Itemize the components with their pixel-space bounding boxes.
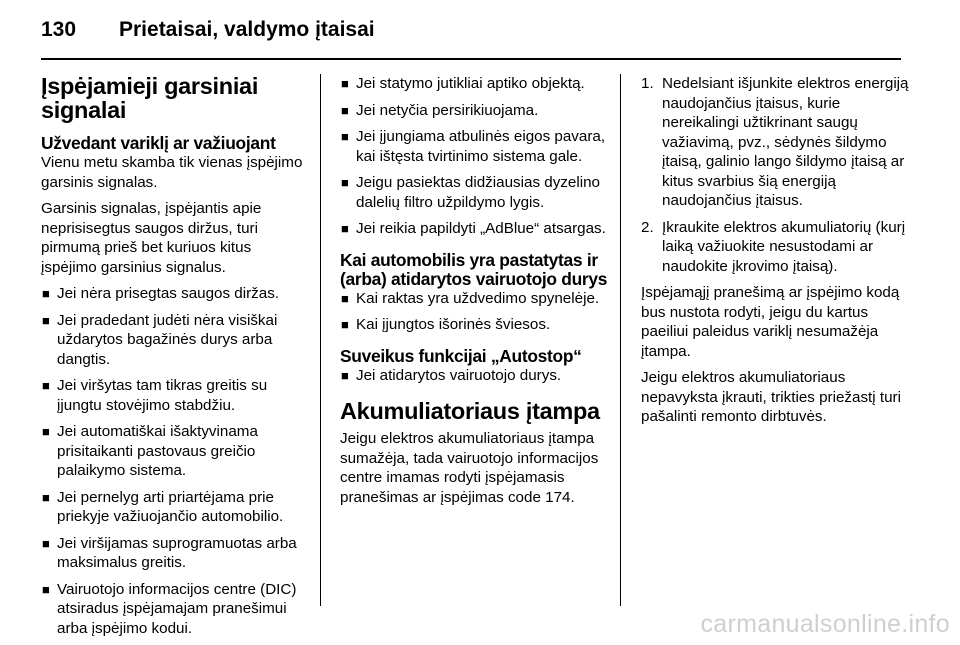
list-item: 1. Nedelsiant išjunkite elektros energiją naudojančius įtaisus, kurie nereikalingi užtikrinant saugų važiavimą, pvz., sėdynės šildymo įtaisą, galinio lango šildymo įtaisą ar kitus svarbius šią energiją naudojančius įtaisus. bbox=[641, 75, 909, 209]
list-item: ■ Jei reikia papildyti „AdBlue“ atsargas. bbox=[341, 220, 606, 237]
paragraph: Vienu metu skamba tik vienas įspėjimo garsinis signalas. bbox=[41, 154, 303, 191]
step-number: 2. bbox=[641, 218, 654, 236]
bullet-icon: ■ bbox=[341, 221, 349, 236]
column-divider-2 bbox=[620, 74, 621, 606]
column-divider-1 bbox=[320, 74, 321, 606]
running-title: Prietaisai, valdymo įtaisai bbox=[119, 18, 375, 41]
list-item: ■ Kai raktas yra uždvedimo spynelėje. bbox=[341, 289, 600, 307]
bullet-icon: ■ bbox=[42, 312, 50, 328]
column-1 bbox=[41, 74, 309, 645]
bullet-icon: ■ bbox=[42, 581, 50, 597]
watermark: carmanualsonline.info bbox=[700, 610, 950, 638]
list-item: ■ Vairuotojo informacijos centre (DIC) atsiradus įspėjamajam pranešimui arba įspėjimo kodui. bbox=[42, 580, 297, 637]
list-item: ■ Jei atidarytos vairuotojo durys. bbox=[341, 366, 562, 384]
list-item: ■ Jei įjungiama atbulinės eigos pavara, kai ištęsta tvirtinimo sistema gale. bbox=[341, 128, 606, 165]
bullet-icon: ■ bbox=[341, 367, 349, 383]
column-2 bbox=[340, 74, 610, 514]
list-item: ■ Jei viršytas tam tikras greitis su įjungtu stovėjimo stabdžiu. bbox=[42, 377, 268, 414]
bullet-icon: ■ bbox=[341, 175, 349, 190]
list-item: ■ Jei pernelyg arti priartėjama prie priekyje važiuojančio automobilio. bbox=[42, 488, 284, 525]
bullet-icon: ■ bbox=[341, 129, 349, 144]
list-item: ■ Jei statymo jutikliai aptiko objektą. bbox=[341, 75, 585, 92]
subheading-autostop: Suveikus funkcijai „Autostop“ bbox=[340, 345, 582, 366]
bullet-icon: ■ bbox=[341, 102, 349, 118]
bullet-list bbox=[340, 366, 610, 386]
bullet-icon: ■ bbox=[341, 76, 349, 91]
section-heading-warning-chimes: Įspėjamieji garsiniai signalai bbox=[41, 73, 259, 123]
numbered-list bbox=[641, 74, 917, 276]
paragraph: Garsinis signalas, įspėjantis apie neprisisegtus saugos diržus, turi pirmumą prieš bet kuriuos kitus įspėjimo garsinius signalus. bbox=[41, 200, 262, 276]
bullet-icon: ■ bbox=[42, 378, 50, 393]
bullet-list bbox=[340, 289, 610, 335]
list-item: 2. Įkraukite elektros akumuliatorių (kurį laiką važiuokite nesustodami ar naudokite įkrovimo įtaisą). bbox=[641, 218, 906, 275]
list-item: ■ Jei viršijamas suprogramuotas arba maksimalus greitis. bbox=[42, 534, 297, 571]
column-3 bbox=[641, 74, 917, 434]
paragraph: Jeigu elektros akumuliatoriaus įtampa sumažėja, tada vairuotojo informacijos centre imamas rodyti įspėjamasis pranešimas ar įspėjimas code 174. bbox=[340, 430, 599, 506]
bullet-list bbox=[340, 74, 610, 239]
list-item: ■ Jei automatiškai išaktyvinama prisitaikanti pastovaus greičio palaikymo sistema. bbox=[42, 423, 258, 479]
section-heading-battery-voltage: Akumuliatoriaus įtampa bbox=[340, 398, 600, 424]
page-number: 130 bbox=[41, 18, 77, 41]
bullet-icon: ■ bbox=[42, 535, 50, 551]
paragraph: Jeigu elektros akumuliatoriaus nepavyksta įkrauti, trikties priežastį turi pašalinti remonto dirbtuvės. bbox=[641, 369, 901, 425]
list-item: ■ Jeigu pasiektas didžiausias dyzelino dalelių filtro užpildymo lygis. bbox=[341, 174, 600, 211]
step-number: 1. bbox=[641, 75, 654, 92]
bullet-icon: ■ bbox=[42, 286, 50, 301]
bullet-icon: ■ bbox=[42, 489, 50, 505]
subheading-starting-driving: Užvedant variklį ar važiuojant bbox=[41, 133, 276, 153]
list-item: ■ Jei pradedant judėti nėra visiškai uždarytos bagažinės durys arba dangtis. bbox=[42, 311, 278, 368]
list-item: ■ Jei nėra prisegtas saugos diržas. bbox=[42, 285, 280, 302]
header-rule bbox=[41, 58, 901, 60]
list-item: ■ Kai įjungtos išorinės šviesos. bbox=[341, 316, 551, 333]
paragraph: Įspėjamąjį pranešimą ar įspėjimo kodą bus nustota rodyti, jeigu du kartus paeiliui paleidus variklį nesumažėja įtampa. bbox=[641, 284, 900, 360]
bullet-icon: ■ bbox=[341, 317, 349, 332]
subheading-parked-door-open: Kai automobilis yra pastatytas ir (arba) atidarytos vairuotojo durys bbox=[340, 249, 608, 289]
bullet-icon: ■ bbox=[42, 424, 50, 439]
bullet-list bbox=[41, 284, 309, 638]
list-item: ■ Jei netyčia persirikiuojama. bbox=[341, 101, 539, 119]
bullet-icon: ■ bbox=[341, 290, 349, 306]
